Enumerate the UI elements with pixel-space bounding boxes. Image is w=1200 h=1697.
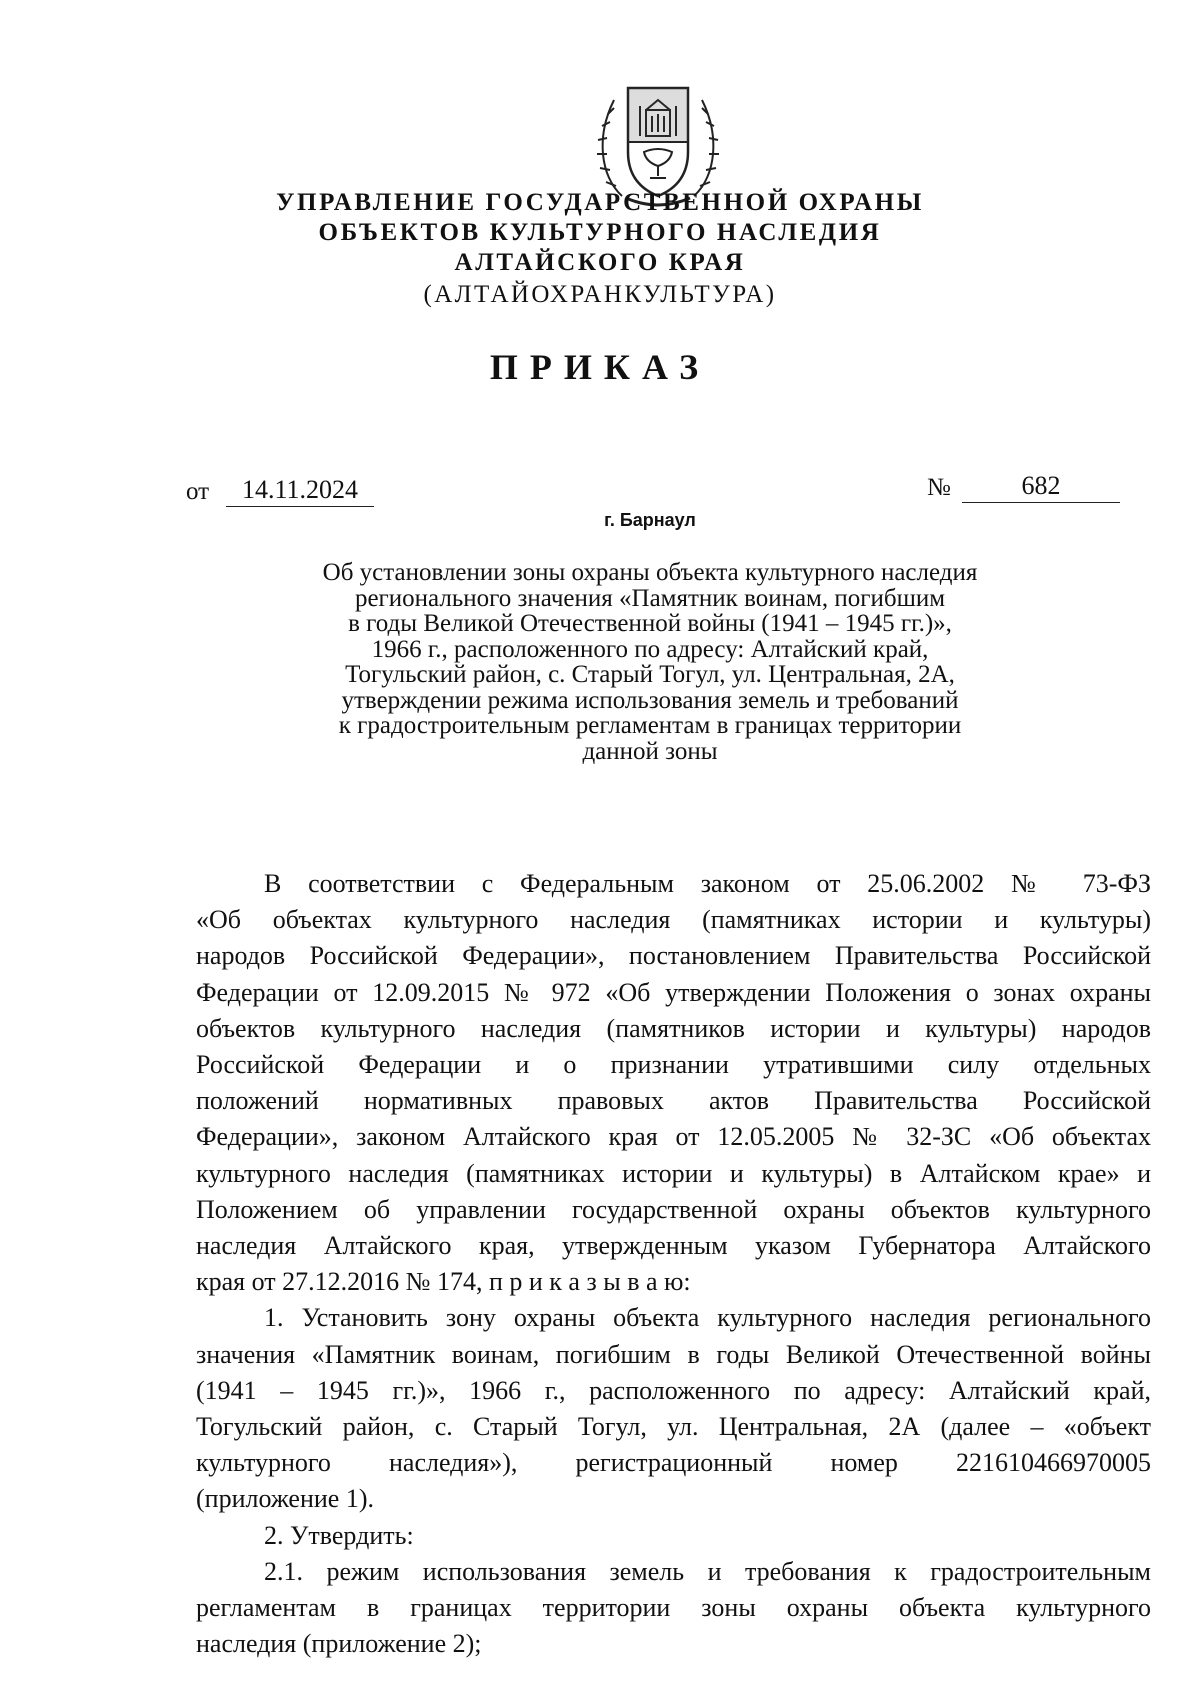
body-line: культурного наследия (памятниках истории и культуры) в Алтайском крае» и [196, 1158, 1151, 1188]
body-line: (приложение 1). [196, 1484, 375, 1514]
subject-line: утверждении режима использования земель и требований [341, 686, 959, 714]
document-date: 14.11.2024 [226, 474, 374, 507]
body-line: Федерации от 12.09.2015 № 972 «Об утверждении Положения о зонах охраны [196, 977, 1151, 1007]
org-name-line-1: УПРАВЛЕНИЕ ГОСУДАРСТВЕННОЙ ОХРАНЫ [276, 189, 924, 216]
body-line: Тогульский район, с. Старый Тогул, ул. Центральная, 2А (далее – «объект [196, 1412, 1151, 1442]
body-line: (1941 – 1945 гг.)», 1966 г., расположенного по адресу: Алтайский край, [196, 1375, 1151, 1405]
org-name-line-2: ОБЪЕКТОВ КУЛЬТУРНОГО НАСЛЕДИЯ [318, 219, 882, 246]
city: г. Барнаул [604, 510, 696, 530]
subject-line: данной зоны [582, 737, 718, 765]
org-name-line-3: АЛТАЙСКОГО КРАЯ [454, 249, 746, 276]
subject-line: Тогульский район, с. Старый Тогул, ул. Центральная, 2А, [345, 661, 955, 688]
body-line: положений нормативных правовых актов Правительства Российской [196, 1086, 1151, 1116]
body-line: «Об объектах культурного наследия (памятниках истории и культуры) [196, 905, 1151, 935]
body-line: Российской Федерации и о признании утратившими силу отдельных [196, 1050, 1151, 1080]
body-line: В соответствии с Федеральным законом от 25.06.2002 № 73-ФЗ [264, 869, 1151, 898]
body-line: народов Российской Федерации», постановлением Правительства Российской [196, 941, 1151, 971]
subject-line: Об установлении зоны охраны объекта культурного наследия [322, 559, 978, 586]
body-line: 2.1. режим использования земель и требования к градостроительным [264, 1556, 1151, 1586]
body-line: регламентам в границах территории зоны охраны объекта культурного [196, 1593, 1151, 1623]
document-subject [240, 560, 1060, 764]
subject-line: к градостроительным регламентам в границах территории [338, 712, 962, 739]
body-line: наследия (приложение 2); [196, 1629, 482, 1659]
document-body [196, 866, 1151, 1662]
subject-line: регионального значения «Памятник воинам, погибшим [354, 584, 946, 612]
document-number: 682 [962, 470, 1120, 503]
number-label: № [927, 474, 951, 501]
body-line: Положением об управлении государственной охраны объектов культурного [196, 1194, 1151, 1224]
body-line: наследия Алтайского края, утвержденным указом Губернатора Алтайского [196, 1231, 1151, 1261]
body-line: Федерации», законом Алтайского края от 12.05.2005 № 32-ЗС «Об объектах [196, 1122, 1151, 1152]
subject-line: в годы Великой Отечественной войны (1941 – 1945 гг.)», [348, 610, 952, 637]
body-line: 2. Утвердить: [264, 1520, 414, 1550]
body-line: значения «Памятник воинам, погибшим в годы Великой Отечественной войны [196, 1339, 1151, 1369]
org-abbreviation: (АЛТАЙОХРАНКУЛЬТУРА) [423, 281, 777, 308]
body-line: 1. Установить зону охраны объекта культурного наследия регионального [264, 1303, 1151, 1333]
date-label: от [186, 478, 210, 505]
body-line: края от 27.12.2016 № 174, п р и к а з ы в а ю: [196, 1267, 691, 1297]
subject-line: 1966 г., расположенного по адресу: Алтайский край, [371, 635, 929, 663]
document-title: ПРИКАЗ [489, 347, 711, 387]
body-line: объектов культурного наследия (памятников истории и культуры) народов [196, 1013, 1151, 1043]
body-line: культурного наследия»), регистрационный номер 221610466970005 [196, 1448, 1151, 1478]
